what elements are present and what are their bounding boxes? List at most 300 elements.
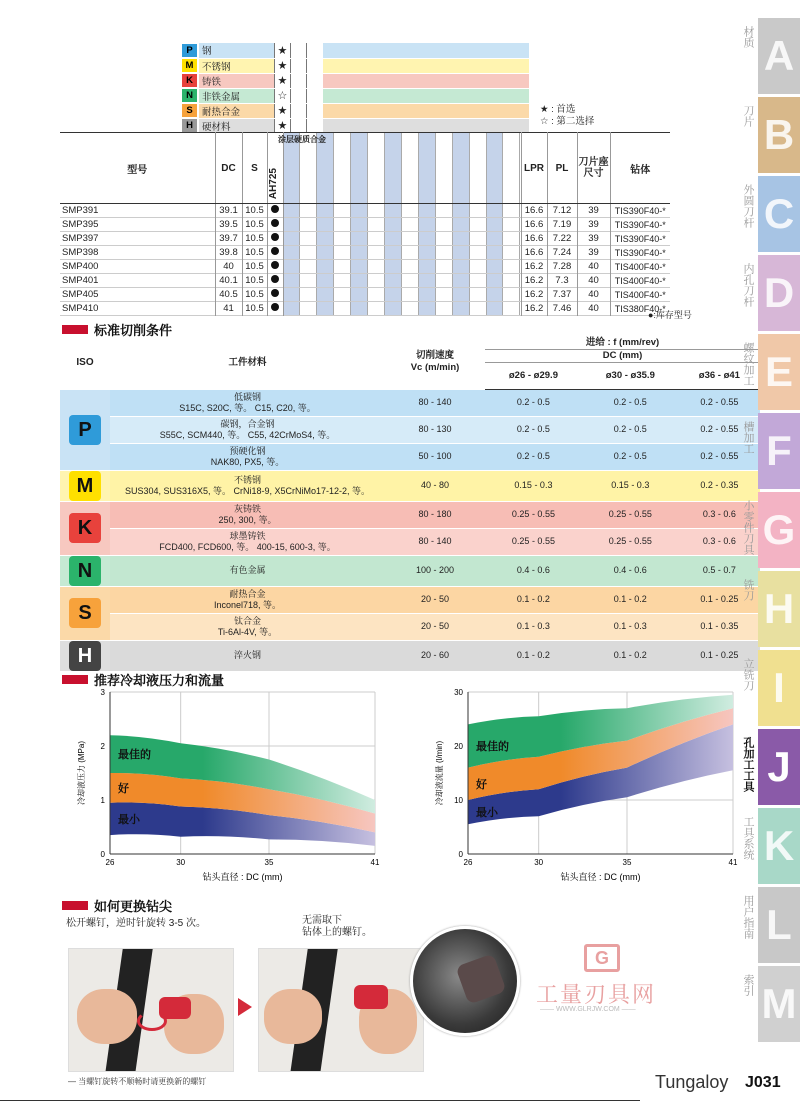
spec-size: 39	[577, 204, 610, 218]
row-stripe	[436, 302, 453, 315]
spec-body: TIS400F40-*	[614, 289, 666, 300]
spec-lpr: 16.2	[521, 274, 547, 288]
spec-lpr: 16.2	[521, 288, 547, 302]
spec-stripes	[283, 260, 521, 274]
stock-dot-icon	[271, 219, 279, 227]
row-stripe	[284, 232, 301, 245]
series-label: 好	[476, 778, 487, 791]
feed-d2: 0.4 - 0.6	[582, 555, 679, 586]
feed-d1: 0.2 - 0.5	[485, 443, 582, 470]
legend-band	[323, 43, 529, 58]
spec-grade-stock	[267, 274, 283, 288]
row-stripe	[351, 204, 368, 217]
legend-name: 铸铁	[198, 73, 274, 88]
col-size-1: 刀片座	[578, 157, 609, 168]
spec-model: SMP405	[60, 288, 215, 302]
grade-stripe	[487, 133, 504, 203]
stock-dot-icon	[271, 303, 279, 311]
row-stripe	[436, 232, 453, 245]
tab-l[interactable]: L	[758, 887, 800, 963]
row-stripe	[402, 288, 419, 301]
spec-pl: 7.46	[547, 302, 577, 316]
speed-cell: 40 - 80	[385, 470, 485, 501]
spec-size: 40	[577, 274, 610, 288]
row-stripe	[487, 232, 504, 245]
y-axis-label: 冷却液流量 (l/min)	[435, 740, 444, 806]
grade-stripe	[503, 133, 520, 203]
spec-stripes	[283, 288, 521, 302]
tab-j[interactable]: J	[758, 729, 800, 805]
tab-label: 工具系统	[742, 816, 754, 860]
speed-cell: 20 - 50	[385, 613, 485, 640]
spec-model: SMP397	[60, 232, 215, 246]
step2-text	[302, 915, 372, 939]
row-stripe	[317, 232, 334, 245]
iso-badge: S	[69, 598, 101, 628]
spec-s: 10.5	[242, 232, 267, 246]
legend-blank	[291, 58, 307, 73]
row-stripe	[436, 260, 453, 273]
row-stripe	[503, 288, 520, 301]
feed-d1: 0.25 - 0.55	[485, 501, 582, 528]
tab-a[interactable]: A	[758, 18, 800, 94]
legend-blank	[307, 118, 323, 133]
series-label: 最佳的	[118, 749, 151, 762]
legend-band	[323, 118, 529, 133]
spec-s: 10.5	[242, 204, 267, 218]
y-tick-label: 0	[458, 850, 463, 859]
arrow-right-icon	[238, 998, 252, 1016]
row-stripe	[317, 260, 334, 273]
tab-d[interactable]: D	[758, 255, 800, 331]
cutting-conditions-title-text: 标准切削条件	[94, 323, 173, 338]
legend-code: P	[181, 43, 198, 58]
legend-code: M	[181, 58, 198, 73]
closeup-circle-photo	[410, 926, 520, 1036]
spec-lpr: 16.6	[521, 218, 547, 232]
spec-model: SMP391	[60, 204, 215, 218]
legend-code: N	[181, 88, 198, 103]
feed-d3: 0.3 - 0.6	[679, 528, 760, 555]
col-material: 工件材料	[110, 336, 385, 389]
row-stripe	[470, 288, 487, 301]
step1-text: 松开螺钉，逆时针旋转 3-5 次。	[66, 918, 207, 929]
row-stripe	[385, 232, 402, 245]
spec-s: 10.5	[242, 274, 267, 288]
spec-stripes	[283, 302, 521, 316]
legend-name: 耐热合金	[198, 103, 274, 118]
legend-star: ★	[274, 73, 291, 88]
spec-body: TIS390F40-*	[614, 205, 666, 216]
feed-d1: 0.2 - 0.5	[485, 416, 582, 443]
feed-d3: 0.1 - 0.25	[679, 586, 760, 613]
row-stripe	[317, 302, 334, 315]
legend-band	[323, 58, 529, 73]
legend-star: ★	[274, 103, 291, 118]
spec-size: 39	[577, 246, 610, 260]
legend-row	[181, 43, 529, 58]
series-label: 最小	[476, 807, 498, 820]
spec-s: 10.5	[242, 260, 267, 274]
row-stripe	[351, 246, 368, 259]
col-iso: ISO	[60, 336, 110, 389]
legend-band	[323, 73, 529, 88]
condition-row	[60, 586, 760, 613]
row-stripe	[419, 260, 436, 273]
row-stripe	[503, 260, 520, 273]
col-d1: ø26 - ø29.9	[485, 362, 582, 389]
feed-d2: 0.2 - 0.5	[582, 443, 679, 470]
material-name: 有色金属	[229, 565, 266, 575]
tab-label: 刀片	[742, 105, 754, 127]
legend-star: ★	[274, 43, 291, 58]
spec-grade-stock	[267, 288, 283, 302]
spec-dc: 39.7	[215, 232, 242, 246]
grade-stripe	[368, 133, 385, 203]
row-stripe	[419, 246, 436, 259]
spec-pl: 7.19	[547, 218, 577, 232]
feed-d1: 0.25 - 0.55	[485, 528, 582, 555]
material-grades: 250, 300, 等。	[218, 514, 277, 525]
stock-dot-icon	[271, 275, 279, 283]
col-size-2: 尺寸	[583, 168, 604, 179]
row-stripe	[368, 274, 385, 287]
spec-size: 39	[577, 218, 610, 232]
row-stripe	[334, 260, 351, 273]
row-stripe	[300, 218, 317, 231]
spec-model: SMP401	[60, 274, 215, 288]
stock-dot-icon	[271, 247, 279, 255]
material-cell	[110, 586, 385, 613]
condition-row	[60, 416, 760, 443]
row-stripes	[284, 274, 521, 287]
row-stripe	[300, 288, 317, 301]
condition-row	[60, 555, 760, 586]
legend-name: 硬材料	[198, 118, 274, 133]
feed-d3: 0.3 - 0.6	[679, 501, 760, 528]
row-stripe	[300, 302, 317, 315]
speed-cell: 20 - 50	[385, 586, 485, 613]
material-grades: Ti-6Al-4V, 等。	[217, 626, 278, 637]
series-label: 最小	[118, 813, 140, 826]
speed-cell: 80 - 140	[385, 528, 485, 555]
row-stripes	[284, 302, 521, 315]
grade-stripe	[385, 133, 402, 203]
row-stripe	[385, 204, 402, 217]
coolant-title-text: 推荐冷却液压力和流量	[94, 673, 225, 688]
row-stripe	[351, 274, 368, 287]
series-label: 好	[118, 782, 129, 795]
row-stripe	[487, 246, 504, 259]
legend-row	[181, 103, 529, 118]
stock-dot-icon	[271, 289, 279, 297]
x-tick-label: 26	[105, 858, 115, 867]
change-tip-title	[62, 896, 172, 915]
row-stripe	[385, 274, 402, 287]
material-name: 预硬化钢	[229, 445, 266, 456]
iso-badge: K	[69, 513, 101, 543]
iso-badge: H	[69, 641, 101, 671]
iso-cell	[60, 389, 110, 470]
y-tick-label: 10	[454, 796, 463, 805]
row-stripe	[487, 218, 504, 231]
spec-stripes	[283, 274, 521, 288]
spec-dc: 40.5	[215, 288, 242, 302]
spec-lpr: 16.2	[521, 260, 547, 274]
material-grades: Inconel718, 等。	[213, 599, 282, 610]
grade-label: AH725	[267, 167, 279, 199]
spec-stripes	[283, 246, 521, 260]
row-stripe	[385, 288, 402, 301]
speed-label: 切削速度	[415, 350, 454, 362]
spec-model: SMP395	[60, 218, 215, 232]
spec-grade-stock	[267, 204, 283, 218]
material-grades: FCD400, FCD600, 等。 400-15, 600-3, 等。	[159, 541, 336, 552]
row-stripe	[368, 204, 385, 217]
legend-blank	[307, 43, 323, 58]
speed-cell: 80 - 140	[385, 389, 485, 416]
feed-d3: 0.1 - 0.25	[679, 640, 760, 671]
legend-blank	[291, 103, 307, 118]
spec-pl: 7.24	[547, 246, 577, 260]
row-stripe	[368, 288, 385, 301]
row-stripe	[453, 246, 470, 259]
feed-d1: 0.1 - 0.2	[485, 586, 582, 613]
row-stripe	[284, 260, 301, 273]
spec-table	[60, 132, 670, 316]
col-model: 型号	[60, 133, 215, 204]
row-stripe	[402, 260, 419, 273]
tab-e[interactable]: E	[758, 334, 800, 410]
row-stripe	[487, 288, 504, 301]
row-stripe	[368, 218, 385, 231]
spec-grade-stock	[267, 246, 283, 260]
row-stripe	[419, 274, 436, 287]
iso-cell	[60, 470, 110, 501]
legend-name: 钢	[198, 43, 274, 58]
material-cell	[110, 501, 385, 528]
material-cell	[110, 443, 385, 470]
y-tick-label: 20	[454, 742, 463, 751]
material-name: 球墨铸铁	[229, 530, 266, 541]
row-stripe	[453, 218, 470, 231]
spec-row	[60, 288, 670, 302]
rotate-arrow-icon	[137, 1011, 167, 1031]
row-stripe	[419, 288, 436, 301]
spec-s: 10.5	[242, 288, 267, 302]
photo-replace-tip	[258, 948, 424, 1072]
material-cell	[110, 613, 385, 640]
row-stripe	[402, 302, 419, 315]
legend-star: ★	[274, 118, 291, 133]
legend-blank	[291, 118, 307, 133]
spec-size: 40	[577, 260, 610, 274]
col-dc: DC	[215, 133, 242, 204]
spec-s: 10.5	[242, 218, 267, 232]
tab-h[interactable]: H	[758, 571, 800, 647]
tab-label: 内孔刀杆	[742, 263, 754, 307]
spec-model: SMP398	[60, 246, 215, 260]
row-stripe	[334, 232, 351, 245]
row-stripe	[436, 204, 453, 217]
row-stripe	[334, 302, 351, 315]
row-stripe	[300, 260, 317, 273]
row-stripe	[487, 260, 504, 273]
row-stripe	[419, 204, 436, 217]
legend-code: H	[181, 118, 198, 133]
tab-b[interactable]: B	[758, 97, 800, 173]
legend-star: ☆	[274, 88, 291, 103]
tab-m[interactable]: M	[758, 966, 800, 1042]
grade-stripe	[470, 133, 487, 203]
row-stripe	[300, 246, 317, 259]
coated-carbide-label: 涂层硬质合金	[278, 135, 326, 144]
watermark-url: —— WWW.GLRJW.COM ——	[540, 1006, 636, 1013]
spec-stripes	[283, 232, 521, 246]
feed-d1: 0.1 - 0.3	[485, 613, 582, 640]
drill-tip-shape	[455, 953, 506, 1004]
row-stripe	[284, 302, 301, 315]
row-stripe	[470, 218, 487, 231]
row-stripe	[503, 218, 520, 231]
col-d3: ø36 - ø41	[679, 362, 760, 389]
row-stripe	[453, 232, 470, 245]
tab-i[interactable]: I	[758, 650, 800, 726]
row-stripe	[351, 302, 368, 315]
spec-body: TIS390F40-*	[614, 219, 666, 230]
spec-lpr: 16.2	[521, 302, 547, 316]
spec-pl: 7.28	[547, 260, 577, 274]
x-tick-label: 30	[176, 858, 186, 867]
row-stripe	[284, 204, 301, 217]
row-stripe	[470, 204, 487, 217]
speed-unit: Vc (m/min)	[410, 362, 460, 374]
row-stripe	[300, 232, 317, 245]
row-stripe	[487, 274, 504, 287]
spec-dc: 40.1	[215, 274, 242, 288]
row-stripe	[351, 232, 368, 245]
spec-model: SMP410	[60, 302, 215, 316]
hand-left-shape	[77, 989, 137, 1044]
legend-blank	[307, 88, 323, 103]
x-tick-label: 26	[463, 858, 473, 867]
spec-pl: 7.37	[547, 288, 577, 302]
legend-blank	[307, 103, 323, 118]
legend-row	[181, 58, 529, 73]
row-stripe	[317, 274, 334, 287]
y-tick-label: 0	[100, 850, 105, 859]
material-cell	[110, 528, 385, 555]
spec-row	[60, 218, 670, 232]
tab-k[interactable]: K	[758, 808, 800, 884]
row-stripe	[284, 274, 301, 287]
material-grades: NAK80, PX5, 等。	[210, 456, 285, 467]
spec-body: TIS400F40-*	[614, 275, 666, 286]
star-notes	[540, 104, 594, 128]
spec-grade-stock	[267, 218, 283, 232]
stock-dot-icon	[271, 261, 279, 269]
feed-d2: 0.25 - 0.55	[582, 501, 679, 528]
spec-body: TIS380F40-*	[614, 303, 666, 314]
condition-row	[60, 613, 760, 640]
spec-stripes	[283, 204, 521, 218]
legend-blank	[307, 58, 323, 73]
x-axis-label: 钻头直径 : DC (mm)	[202, 872, 283, 882]
legend-row	[181, 118, 529, 133]
feed-d3: 0.2 - 0.55	[679, 416, 760, 443]
tab-g[interactable]: G	[758, 492, 800, 568]
spec-grade-stock	[267, 260, 283, 274]
feed-d3: 0.5 - 0.7	[679, 555, 760, 586]
row-stripe	[402, 218, 419, 231]
row-stripe	[334, 274, 351, 287]
material-name: 碳钢，合金钢	[220, 418, 275, 429]
iso-cell	[60, 640, 110, 671]
tab-c[interactable]: C	[758, 176, 800, 252]
y-tick-label: 2	[100, 742, 105, 751]
spec-row	[60, 204, 670, 218]
row-stripe	[351, 260, 368, 273]
col-s: S	[242, 133, 267, 204]
tab-f[interactable]: F	[758, 413, 800, 489]
spec-body: TIS390F40-*	[614, 233, 666, 244]
speed-cell: 20 - 60	[385, 640, 485, 671]
feed-d2: 0.2 - 0.5	[582, 416, 679, 443]
spec-lpr: 16.6	[521, 246, 547, 260]
row-stripe	[385, 302, 402, 315]
row-stripe	[334, 218, 351, 231]
material-grades: SUS304, SUS316X5, 等。 CrNi18-9, X5CrNiMo17-12-2, 等。	[124, 485, 371, 496]
material-cell	[110, 470, 385, 501]
spec-size: 40	[577, 302, 610, 316]
row-stripe	[368, 260, 385, 273]
col-size	[577, 133, 610, 204]
cutting-conditions-table	[60, 336, 760, 672]
row-stripe	[368, 246, 385, 259]
condition-row	[60, 470, 760, 501]
row-stripe	[317, 204, 334, 217]
material-grades: S55C, SCM440, 等。 C55, 42CrMoS4, 等。	[159, 429, 336, 440]
feed-d1: 0.4 - 0.6	[485, 555, 582, 586]
legend-band	[323, 103, 529, 118]
watermark-logo-icon: G	[584, 944, 620, 972]
row-stripe	[317, 246, 334, 259]
spec-s: 10.5	[242, 302, 267, 316]
row-stripes	[284, 260, 521, 273]
flow-chart	[428, 686, 748, 886]
spec-dc: 41	[215, 302, 242, 316]
row-stripe	[317, 288, 334, 301]
legend-name: 不锈钢	[198, 58, 274, 73]
legend-row	[181, 73, 529, 88]
row-stripe	[470, 274, 487, 287]
row-stripe	[402, 274, 419, 287]
tab-label: 用户指南	[742, 895, 754, 939]
row-stripe	[436, 274, 453, 287]
feed-d2: 0.1 - 0.3	[582, 613, 679, 640]
iso-badge: P	[69, 415, 101, 445]
feed-d3: 0.1 - 0.35	[679, 613, 760, 640]
stock-dot-icon	[271, 233, 279, 241]
feed-d3: 0.2 - 0.35	[679, 470, 760, 501]
row-stripe	[385, 260, 402, 273]
wrench-red-shape-2	[354, 985, 388, 1009]
material-cell	[110, 555, 385, 586]
change-tip-title-text: 如何更换钻尖	[94, 899, 173, 914]
row-stripe	[300, 274, 317, 287]
x-tick-label: 30	[534, 858, 544, 867]
row-stripe	[402, 204, 419, 217]
